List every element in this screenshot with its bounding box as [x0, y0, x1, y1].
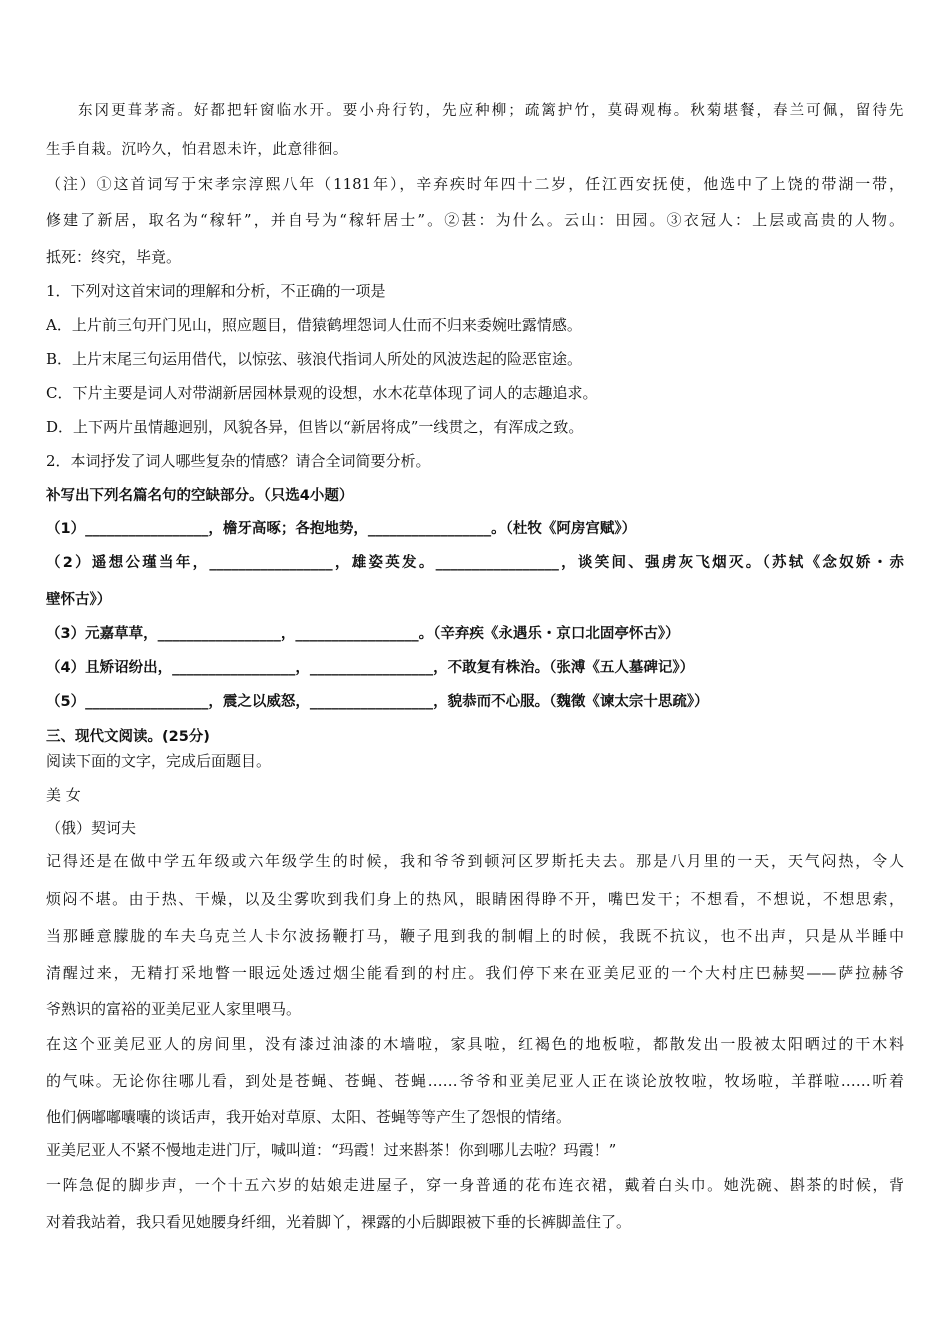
- fill-blank-item-2-continued: 壁怀古》）: [46, 592, 112, 608]
- story-paragraph-4-line-1: 一阵急促的脚步声，一个十五六岁的姑娘走进屋子，穿一身普通的花布连衣裙，戴着白头巾。她洗碗、斟茶的时候，背: [46, 1176, 904, 1194]
- story-paragraph-4-line-2: 对着我站着，我只看见她腰身纤细，光着脚丫，裸露的小后脚跟被下垂的长裤脚盖住了。: [46, 1213, 632, 1231]
- question-1-stem: 1．下列对这首宋词的理解和分析，不正确的一项是: [46, 282, 386, 300]
- story-author: （俄）契诃夫: [46, 819, 137, 837]
- story-paragraph-1-line-5: 爷熟识的富裕的亚美尼亚人家里喂马。: [46, 1000, 302, 1018]
- reading-intro: 阅读下面的文字，完成后面题目。: [46, 752, 272, 770]
- poem-line-2: 生手自栽。沉吟久，怕君恩未许，此意徘徊。: [46, 142, 348, 158]
- story-paragraph-2-line-2: 的气味。无论你往哪儿看，到处是苍蝇、苍蝇、苍蝇……爷爷和亚美尼亚人正在谈论放牧啦，牧场啦，羊群啦……听着: [46, 1072, 904, 1090]
- fill-blank-item-3: （3）元嘉草草，_________________，_________________。（辛弃疾《永遇乐・京口北固亭怀古》）: [46, 626, 680, 642]
- story-paragraph-1-line-2: 烦闷不堪。由于热、干燥，以及尘雾吹到我们身上的热风，眼睛困得睁不开，嘴巴发干；不想看，不想说，不想思索，: [46, 890, 904, 908]
- story-paragraph-1-line-3: 当那睡意朦胧的车夫乌克兰人卡尔波扬鞭打马，鞭子甩到我的制帽上的时候，我既不抗议，也不出声，只是从半睡中: [46, 927, 904, 945]
- section-3-heading: 三、现代文阅读。(25分): [46, 729, 210, 745]
- fill-blank-item-5: （5）_________________，震之以威怒，_________________，貌恭而不心服。（魏徵《谏太宗十思疏》）: [46, 694, 709, 710]
- story-title: 美 女: [46, 786, 81, 804]
- question-1-option-d: D．上下两片虽情趣迥别，风貌各异，但皆以“新居将成”一线贯之，有浑成之致。: [46, 418, 584, 436]
- poem-line-1: 东冈更葺茅斋。好都把轩窗临水开。要小舟行钓，先应种柳；疏篱护竹，莫碍观梅。秋菊堪餐，春兰可佩，留待先: [78, 103, 904, 119]
- question-1-option-b: B．上片末尾三句运用借代，以惊弦、骇浪代指词人所处的风波迭起的险恶宦途。: [46, 350, 583, 368]
- question-1-option-a: A．上片前三句开门见山，照应题目，借猿鹤埋怨词人仕而不归来委婉吐露情感。: [46, 316, 582, 334]
- note-line-1: （注）①这首词写于宋孝宗淳熙八年（1181年），辛弃疾时年四十二岁，任江西安抚使，他选中了上饶的带湖一带，: [46, 175, 904, 193]
- fill-blank-item-2: （2）遥想公瑾当年，_________________，雄姿英发。_________________，谈笑间、强虏灰飞烟灭。（苏轼《念奴娇・赤: [46, 555, 904, 571]
- fill-blank-item-1: （1）_________________，檐牙高啄；各抱地势，_________________。（杜牧《阿房宫赋》）: [46, 521, 637, 537]
- fill-blank-item-4: （4）且矫诏纷出，_________________，_________________，不敢复有株治。（张溥《五人墓碑记》）: [46, 660, 695, 676]
- story-paragraph-1-line-1: 记得还是在做中学五年级或六年级学生的时候，我和爷爷到顿河区罗斯托夫去。那是八月里的一天，天气闷热，令人: [46, 852, 904, 870]
- story-paragraph-1-line-4: 清醒过来，无精打采地瞥一眼远处透过烟尘能看到的村庄。我们停下来在亚美尼亚的一个大村庄巴赫契——萨拉赫爷: [46, 964, 904, 982]
- story-paragraph-2-line-3: 他们俩嘟嘟囔囔的谈话声，我开始对草原、太阳、苍蝇等等产生了怨恨的情绪。: [46, 1108, 572, 1126]
- note-line-2: 修建了新居，取名为“稼轩”，并自号为“稼轩居士”。②甚：为什么。云山：田园。③衣冠人：上层或高贵的人物。: [46, 211, 904, 229]
- fill-blank-title: 补写出下列名篇名句的空缺部分。（只选4小题）: [46, 488, 354, 504]
- question-2-stem: 2．本词抒发了词人哪些复杂的情感？请合全词简要分析。: [46, 452, 431, 470]
- question-1-option-c: C．下片主要是词人对带湖新居园林景观的设想，水木花草体现了词人的志趣追求。: [46, 384, 598, 402]
- story-paragraph-2-line-1: 在这个亚美尼亚人的房间里，没有漆过油漆的木墙啦，家具啦，红褐色的地板啦，都散发出一股被太阳晒过的干木料: [46, 1035, 904, 1053]
- note-line-3: 抵死：终究，毕竟。: [46, 248, 182, 266]
- story-paragraph-3: 亚美尼亚人不紧不慢地走进门厅，喊叫道：“玛霞！过来斟茶！你到哪儿去啦？玛霞！”: [46, 1141, 617, 1159]
